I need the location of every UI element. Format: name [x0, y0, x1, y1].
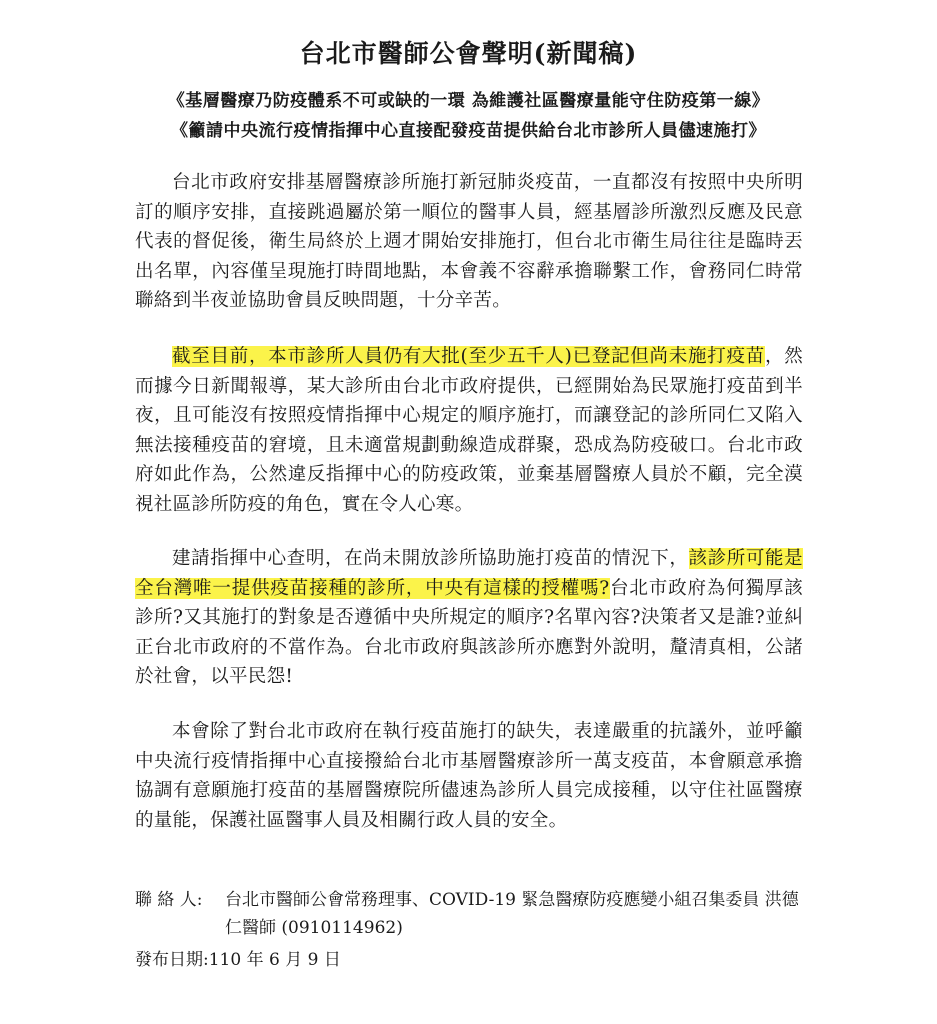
- paragraph-3-text: 台北市政府為何獨厚該診所?又其施打的對象是否遵循中央所規定的順序?名單內容?決策者又是誰?並糾正台北市政府的不當作為。台北市政府與該診所亦應對外說明，釐清真相，公諸於社會，以平民怨!: [135, 577, 803, 687]
- paragraph-4: 本會除了對台北市政府在執行疫苗施打的缺失，表達嚴重的抗議外，並呼籲中央流行疫情指揮中心直接撥給台北市基層醫療診所一萬支疫苗，本會願意承擔協調有意願施打疫苗的基層醫療院所儘速為診所人員完成接種，以守住社區醫療的量能，保護社區醫事人員及相關行政人員的安全。: [135, 721, 803, 831]
- subtitle-1: 《基層醫療乃防疫體系不可或缺的一環 為維護社區醫療量能守住防疫第一線》: [167, 91, 770, 111]
- paragraph-1: 台北市政府安排基層醫療診所施打新冠肺炎疫苗，一直都沒有按照中央所明訂的順序安排，直接跳過屬於第一順位的醫事人員，經基層診所激烈反應及民意代表的督促後，衛生局終於上週才開始安排施打，但台北市衛生局往往是臨時丟出名單，內容僅呈現施打時間地點，本會義不容辭承擔聯繫工作，會務同仁時常聯絡到半夜並協助會員反映問題，十分辛苦。: [135, 172, 803, 311]
- paragraph-2: [135, 342, 803, 519]
- contact-label: 聯 絡 人:: [135, 890, 203, 910]
- document-title: 台北市醫師公會聲明(新聞稿): [299, 39, 638, 68]
- paragraph-2-text: ，然而據今日新聞報導，某大診所由台北市政府提供，已經開始為民眾施打疫苗到半夜，且可能沒有按照疫情指揮中心規定的順序施打，而讓登記的診所同仁又陷入無法接種疫苗的窘境，且未適當規劃動線造成群聚，恐成為防疫破口。台北市政府如此作為，公然違反指揮中心的防疫政策，並棄基層醫療人員於不顧，完全漠視社區診所防疫的角色，實在令人心寒。: [135, 346, 803, 515]
- subtitle-2: 《籲請中央流行疫情指揮中心直接配發疫苗提供給台北市診所人員儘速施打》: [171, 121, 766, 141]
- paragraph-3: [135, 544, 803, 692]
- contact-block: [135, 886, 815, 942]
- paragraph-3-highlight: 該診所可能是全台灣唯一提供疫苗接種的診所，中央有這樣的授權嗎?: [135, 548, 803, 599]
- paragraph-3-lead: 建請指揮中心查明，在尚未開放診所協助施打疫苗的情況下，: [172, 548, 689, 569]
- paragraph-2-highlight: 截至目前，本市診所人員仍有大批(至少五千人)已登記但尚未施打疫苗: [172, 346, 765, 367]
- release-date: 發布日期:110 年 6 月 9 日: [135, 950, 341, 970]
- contact-text: 台北市醫師公會常務理事、COVID-19 緊急醫療防疫應變小組召集委員 洪德仁醫師 (0910114962): [225, 890, 799, 938]
